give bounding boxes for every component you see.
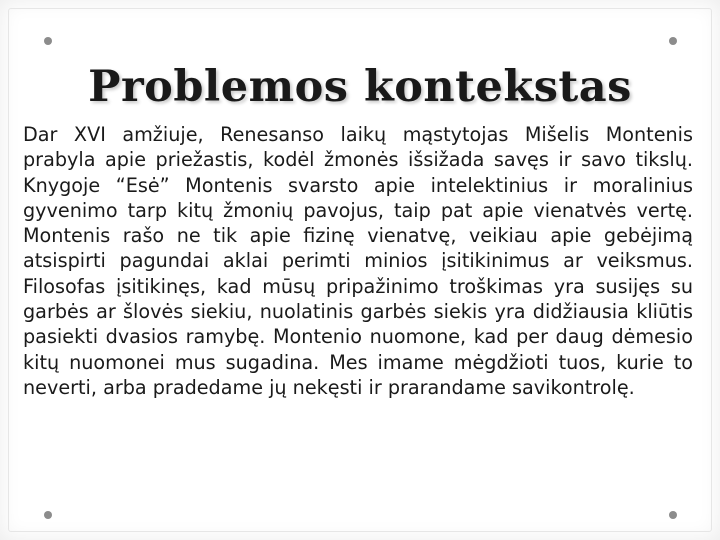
corner-dot-top-left: [44, 37, 52, 45]
corner-dot-bottom-left: [44, 511, 52, 519]
slide-title: Problemos kontekstas: [88, 62, 632, 112]
slide-body-text: Dar XVI amžiuje, Renesanso laikų mąstytojas Mišelis Montenis prabyla apie priežastis, kodėl žmonės išsižada savęs ir savo tikslų. Knygoje “Esė” Montenis svarsto apie intelektinius ir moralinius gyvenimo tarp kitų žmonių pavojus, taip pat apie vienatvės vertę. Montenis rašo ne tik apie fizinę vienatvę, veikiau apie gebėjimą atsispirti pagundai aklai perimti minios įsitikinimus ar veiksmus. Filosofas įsitikinęs, kad mūsų pripažinimo troškimas yra susijęs su garbės ar šlovės siekiu, nuolatinis garbės siekis yra didžiausia kliūtis pasiekti dvasios ramybę. Montenio nuomone, kad per daug dėmesio kitų nuomonei mus sugadina. Mes imame mėgdžioti tuos, kurie to neverti, arba pradedame jų nekęsti ir prarandame savikontrolę.: [23, 123, 693, 399]
corner-dot-bottom-right: [669, 511, 677, 519]
corner-dot-top-right: [669, 37, 677, 45]
